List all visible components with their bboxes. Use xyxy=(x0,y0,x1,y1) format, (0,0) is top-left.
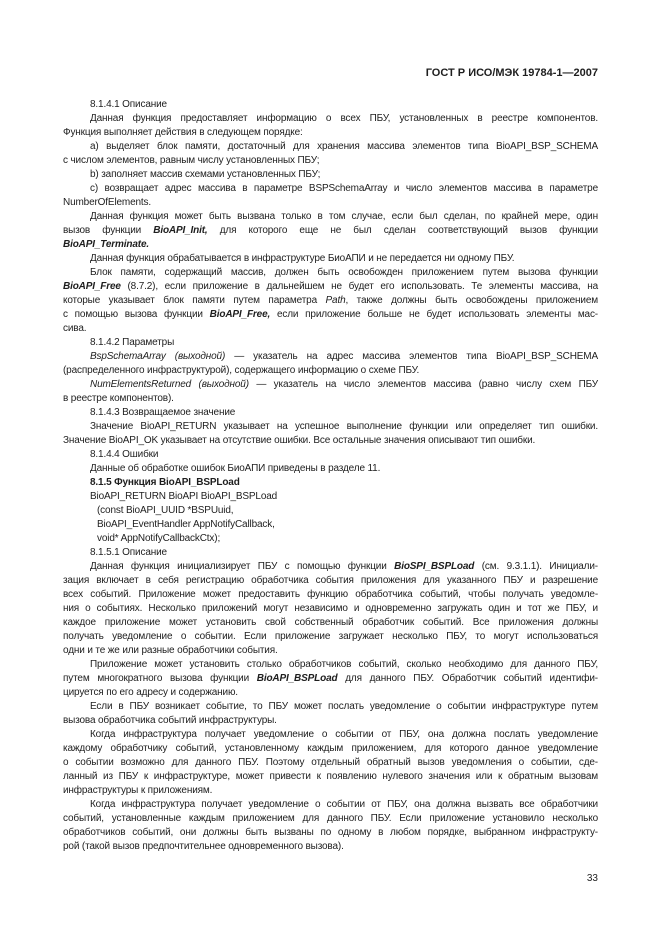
text-line: ланный из ПБУ к инфраструктуре, может привести к появлению нулевого значения или к обратным вызовам xyxy=(63,771,598,782)
text-line: рой (такой вызов предпочтительнее одновременного вызова). xyxy=(63,841,344,852)
emphasis-text: BioAPI_Free xyxy=(63,281,121,292)
text-line: с) возвращает адрес массива в параметре BSPSchemaArray и число элементов массива в параметре xyxy=(90,183,598,194)
section-8-1-5-1 xyxy=(63,546,598,854)
paragraph xyxy=(63,350,598,378)
text-line: 8.1.4.1 Описание xyxy=(90,99,167,110)
text-line: а) выделяет блок памяти, достаточный для хранения массива элементов типа BioAPI_BSP_SCHEMA xyxy=(90,141,598,152)
text-line xyxy=(63,238,598,252)
emphasis-text: BioSPI_BSPLoad xyxy=(394,561,475,572)
text-line: Данная функция предоставляет информацию о всех ПБУ, установленных в реестре компонентов. xyxy=(90,113,598,124)
text-line xyxy=(63,672,598,686)
text-line xyxy=(63,224,598,238)
paragraph xyxy=(63,252,598,266)
text-line: каждое приложение может установить свой собственный обработчик событий. Все приложения должны xyxy=(63,617,598,628)
text-line: 8.1.4.3 Возвращаемое значение xyxy=(90,407,236,418)
text-line: вызова обработчика событий инфраструктуры. xyxy=(63,715,277,726)
paragraph xyxy=(63,798,598,854)
text-line: зация включает в себя регистрацию обработчика события приложения для указанного ПБУ и разрешение xyxy=(63,575,598,586)
text-line: одни и те же или разные обработчики события. xyxy=(63,645,278,656)
paragraph xyxy=(63,266,598,336)
emphasis-text: Path xyxy=(325,295,346,306)
section-8-1-4 xyxy=(63,98,598,490)
text-line: Приложение может установить столько обработчиков событий, сколько необходимо для данного ПБУ, xyxy=(90,659,598,670)
page-number: 33 xyxy=(586,873,598,884)
text-line xyxy=(63,280,598,294)
paragraph xyxy=(63,462,598,476)
paragraph xyxy=(63,658,598,700)
text-line: Блок памяти, содержащий массив, должен быть освобожден приложением путем вызова функции xyxy=(90,267,598,278)
text-line: Когда инфраструктура получает уведомление о событии от ПБУ, она должна послать уведомление xyxy=(90,729,598,740)
paragraph xyxy=(63,168,598,182)
text-line: Данная функция может быть вызвана только в том случае, если был сделан, по крайней мере, один xyxy=(90,211,598,222)
emphasis-text: BioAPI_Init, xyxy=(153,225,208,236)
text-segment: для данного ПБУ. Обработчик событий идентифи- xyxy=(337,673,598,684)
text-line: 8.1.4.2 Параметры xyxy=(90,337,175,348)
text-line: Данная функция обрабатывается в инфраструктуре БиоАПИ и не передается ни одному ПБУ. xyxy=(90,253,515,264)
page-body xyxy=(63,98,598,854)
section-heading xyxy=(63,546,598,560)
section-heading xyxy=(63,336,598,350)
text-segment: Данная функция инициализирует ПБУ с помощью функции xyxy=(90,561,395,572)
text-line: обработчиков событий, они должны быть вызваны по одному в любом порядке, выбранном инфраструкту- xyxy=(63,827,598,838)
text-line: Данные об обработке ошибок БиоАПИ приведены в разделе 11. xyxy=(90,463,381,474)
text-line xyxy=(63,308,598,322)
section-heading xyxy=(63,448,598,462)
paragraph xyxy=(63,728,598,798)
text-segment: путем многократного вызова функции xyxy=(63,673,257,684)
emphasis-text: BioAPI_BSPLoad xyxy=(256,673,338,684)
emphasis-text: BspSchemaArray (выходной) xyxy=(90,351,226,362)
text-line: Когда инфраструктура получает уведомление о событии от ПБУ, она должна вызвать все обработчики xyxy=(90,799,598,810)
signature-line: BioAPI_RETURN BioAPI BioAPI_BSPLoad xyxy=(90,491,278,502)
text-line: цируется по его адресу и содержанию. xyxy=(63,687,238,698)
text-line xyxy=(63,476,598,490)
text-segment: если приложение больше не будет использовать элементы мас- xyxy=(270,309,598,320)
text-segment: для которого еще не был сделан соответствующий вызов функции xyxy=(207,225,598,236)
text-line: Если в ПБУ возникает событие, то ПБУ может послать уведомление о событии инфраструктуре путем xyxy=(90,701,598,712)
text-segment: которые указывает блок памяти путем параметра xyxy=(63,295,326,306)
standard-designation: ГОСТ Р ИСО/МЭК 19784-1—2007 xyxy=(425,67,598,79)
emphasis-text: BioAPI_Free, xyxy=(209,309,271,320)
text-segment: (8.7.2), если приложение в дальнейшем не будет его использовать. Те элементы массива, на xyxy=(120,281,598,292)
section-heading xyxy=(63,98,598,112)
text-line: о событии возможно для данного ПБУ. Поэтому отдельный обратный вызов уведомления о событии, сде- xyxy=(63,757,598,768)
signature-line: (const BioAPI_UUID *BSPUuid, xyxy=(97,505,234,516)
text-line: Функция выполняет действия в следующем порядке: xyxy=(63,127,303,138)
text-segment: вызов функции xyxy=(63,225,154,236)
text-line: Значение BioAPI_OK указывает на отсутствие ошибки. Все остальные значения описывают тип ошибки. xyxy=(63,435,536,446)
text-line: сива. xyxy=(63,323,87,334)
text-segment: (см. 9.3.1.1). Инициали- xyxy=(474,561,598,572)
text-line: всех событий. Приложение может предоставить функцию обработчика событий, чтобы получать уведомле- xyxy=(63,589,598,600)
text-line: событий, установленные каждым приложением для данного ПБУ. Если приложение установило несколько xyxy=(63,813,598,824)
text-segment: — указатель на адрес массива элементов типа BioAPI_BSP_SCHEMA xyxy=(225,351,598,362)
emphasis-text: 8.1.5 Функция BioAPI_BSPLoad xyxy=(90,477,240,488)
paragraph xyxy=(63,560,598,658)
paragraph xyxy=(63,210,598,252)
section-heading xyxy=(63,406,598,420)
text-line: с числом элементов, равным числу установленных ПБУ; xyxy=(63,155,320,166)
text-line: (распределенного инфраструктурой), содержащего информацию о схеме ПБУ. xyxy=(63,365,420,376)
text-line xyxy=(63,560,598,574)
text-line xyxy=(63,378,598,392)
text-line: 8.1.5.1 Описание xyxy=(90,547,167,558)
signature-line: void* AppNotifyCallbackCtx); xyxy=(97,533,221,544)
paragraph xyxy=(63,140,598,168)
function-signature xyxy=(63,490,598,546)
text-line: в реестре компонентов). xyxy=(63,393,174,404)
section-heading xyxy=(63,476,598,490)
emphasis-text: BioAPI_Terminate. xyxy=(63,239,149,250)
text-line: Значение BioAPI_RETURN указывает на успешное выполнение функции или определяет тип ошибки. xyxy=(90,421,598,432)
paragraph xyxy=(63,420,598,448)
text-segment: — указатель на число элементов массива (равно числу схем ПБУ xyxy=(248,379,598,390)
emphasis-text: NumElementsReturned (выходной) xyxy=(90,379,249,390)
text-line: b) заполняет массив схемами установленных ПБУ; xyxy=(90,169,321,180)
text-line xyxy=(63,294,598,308)
text-line: инфраструктуры к приложениям. xyxy=(63,785,213,796)
text-segment: с помощью вызова функции xyxy=(63,309,210,320)
text-line: NumberOfElements. xyxy=(63,197,152,208)
paragraph xyxy=(63,378,598,406)
text-line: получать уведомление о событии. Если приложение загружает несколько ПБУ, то могут использоваться xyxy=(63,631,598,642)
paragraph xyxy=(63,112,598,140)
text-line: каждому обработчику событий, установленному каждым приложением, для которого данное уведомление xyxy=(63,743,598,754)
signature-line: BioAPI_EventHandler AppNotifyCallback, xyxy=(97,519,275,530)
text-segment: , также должны быть освобождены приложением xyxy=(345,295,599,306)
text-line xyxy=(63,350,598,364)
text-line: 8.1.4.4 Ошибки xyxy=(90,449,159,460)
paragraph xyxy=(63,182,598,210)
text-line: ния о событиях. Несколько приложений могут независимо и одновременно загружать один и тот же ПБУ, и xyxy=(63,603,598,614)
paragraph xyxy=(63,700,598,728)
